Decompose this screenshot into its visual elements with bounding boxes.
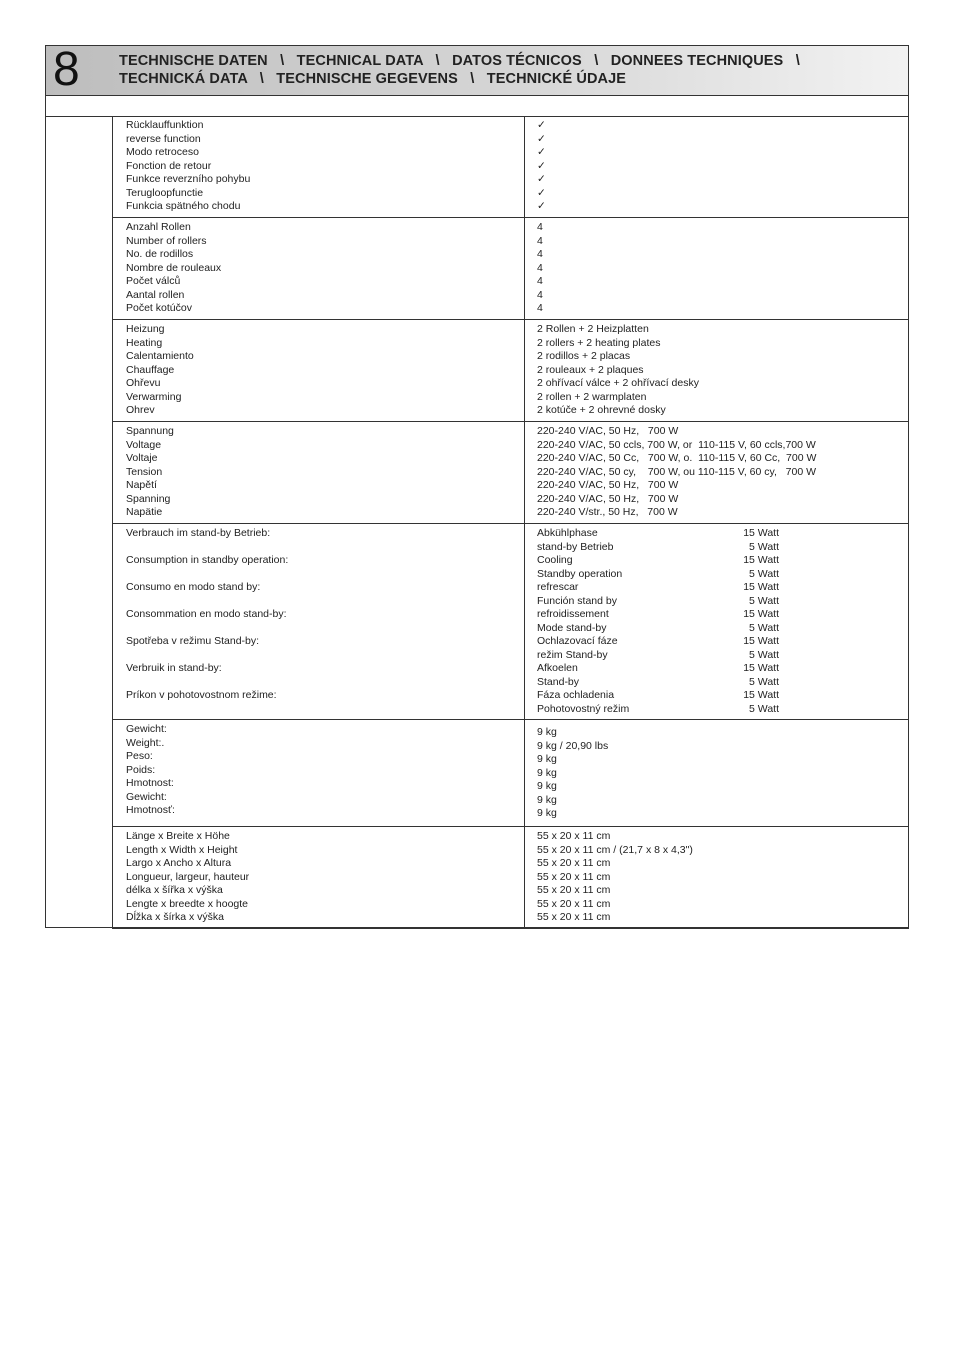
label: Largo x Ancho x Altura xyxy=(126,857,232,869)
mode-label: stand-by Betrieb xyxy=(537,540,614,553)
standby-item xyxy=(537,649,797,663)
technical-data-section xyxy=(45,45,909,928)
value: 55 x 20 x 11 cm / (21,7 x 8 x 4,3") xyxy=(537,843,693,856)
standby-item xyxy=(537,568,797,582)
spec-row-standby xyxy=(112,524,909,720)
value: 220-240 V/AC, 50 Hz, 700 W xyxy=(537,492,679,505)
label: Rücklauffunktion xyxy=(126,119,204,131)
checkmark-icon: ✓ xyxy=(537,200,546,212)
value: 9 kg xyxy=(537,753,557,765)
standby-item xyxy=(537,635,797,649)
spec-values xyxy=(537,323,699,418)
label: Number of rollers xyxy=(126,234,207,247)
spec-row-heating xyxy=(112,320,909,422)
label: Length x Width x Height xyxy=(126,843,238,856)
value: 220-240 V/AC, 50 ccls, 700 W, or 110-115 V, 60 ccls,700 W xyxy=(537,438,816,451)
label xyxy=(126,568,288,582)
standby-item xyxy=(537,622,797,636)
label xyxy=(126,703,288,717)
spec-labels xyxy=(126,830,249,925)
value: 2 rollers + 2 heating plates xyxy=(537,336,661,349)
power-value: 15 Watt xyxy=(743,635,779,647)
mode-label: Fáza ochladenia xyxy=(537,689,615,701)
label: Modo retroceso xyxy=(126,146,199,158)
mode-label: Standby operation xyxy=(537,567,623,580)
power-value: 15 Watt xyxy=(743,662,779,674)
label: Poids: xyxy=(126,763,156,776)
spec-labels xyxy=(126,323,194,418)
label: Heizung xyxy=(126,323,165,335)
label: Hmotnost: xyxy=(126,777,174,789)
value: 4 xyxy=(537,302,543,314)
spec-values xyxy=(537,830,693,925)
spec-row-weight xyxy=(112,720,909,827)
mode-label: Abkühlphase xyxy=(537,527,598,539)
label: Napětí xyxy=(126,479,157,491)
label: Länge x Breite x Höhe xyxy=(126,830,230,842)
label: Terugloopfunctie xyxy=(126,186,204,199)
power-value: 5 Watt xyxy=(749,567,779,580)
label: Lengte x breedte x hoogte xyxy=(126,897,249,910)
label: Počet kotúčov xyxy=(126,302,192,314)
label: Tension xyxy=(126,465,163,478)
label: Voltage xyxy=(126,438,162,451)
label: Gewicht: xyxy=(126,790,167,803)
label: Ohřevu xyxy=(126,377,161,389)
power-value: 5 Watt xyxy=(749,621,779,634)
label: Heating xyxy=(126,336,163,349)
checkmark-icon: ✓ xyxy=(537,186,546,199)
value: 55 x 20 x 11 cm xyxy=(537,857,611,869)
spec-labels xyxy=(126,527,288,716)
label xyxy=(126,622,288,636)
label xyxy=(126,676,288,690)
label: Voltaje xyxy=(126,452,158,464)
standby-item xyxy=(537,595,797,609)
spec-labels xyxy=(126,723,175,818)
value: 220-240 V/AC, 50 Hz, 700 W xyxy=(537,425,679,437)
value: 55 x 20 x 11 cm xyxy=(537,830,611,842)
value: 9 kg xyxy=(537,780,557,792)
value: 4 xyxy=(537,221,543,233)
value: 9 kg / 20,90 lbs xyxy=(537,739,609,752)
power-value: 15 Watt xyxy=(743,608,779,620)
power-value: 15 Watt xyxy=(743,554,779,566)
title-line-1: TECHNISCHE DATEN \ TECHNICAL DATA \ DATOS TÉCNICOS \ DONNEES TECHNIQUES \ xyxy=(119,53,800,69)
mode-label: Afkoelen xyxy=(537,662,578,674)
value: 4 xyxy=(537,261,543,274)
value: 2 ohřívací válce + 2 ohřívací desky xyxy=(537,377,699,389)
spec-labels xyxy=(126,221,221,316)
label: Napätie xyxy=(126,506,163,518)
value: 4 xyxy=(537,234,543,247)
power-value: 15 Watt xyxy=(743,689,779,701)
standby-item xyxy=(537,581,797,595)
spec-row-voltage xyxy=(112,422,909,524)
value: 2 rodillos + 2 placas xyxy=(537,350,631,362)
value: 220-240 V/AC, 50 Cc, 700 W, o. 110-115 V, 60 Cc, 700 W xyxy=(537,452,817,464)
value: 9 kg xyxy=(537,793,557,806)
label: No. de rodillos xyxy=(126,248,194,260)
spec-values xyxy=(537,726,608,821)
spec-values xyxy=(537,221,543,316)
label: Nombre de rouleaux xyxy=(126,261,222,274)
label: Počet válců xyxy=(126,275,181,287)
value: 220-240 V/str., 50 Hz, 700 W xyxy=(537,506,678,518)
mode-label: Cooling xyxy=(537,554,573,566)
label: Chauffage xyxy=(126,363,175,376)
value: 55 x 20 x 11 cm xyxy=(537,884,611,896)
standby-item xyxy=(537,554,797,568)
standby-item xyxy=(537,527,797,541)
label: Peso: xyxy=(126,750,153,762)
mode-label: Mode stand-by xyxy=(537,621,607,634)
standby-item xyxy=(537,703,797,717)
label: Dĺžka x šírka x výška xyxy=(126,911,225,923)
spec-row-dimensions xyxy=(112,827,909,929)
checkmark-icon: ✓ xyxy=(537,159,546,172)
value: 55 x 20 x 11 cm xyxy=(537,897,611,910)
label: Ohrev xyxy=(126,404,155,416)
standby-item xyxy=(537,608,797,622)
mode-label: Función stand by xyxy=(537,594,617,607)
checkmark-icon: ✓ xyxy=(537,132,546,145)
label-column xyxy=(113,422,525,523)
mode-label: režim Stand-by xyxy=(537,648,608,661)
spec-labels xyxy=(126,119,250,214)
label: Spanning xyxy=(126,492,171,505)
value: 2 Rollen + 2 Heizplatten xyxy=(537,323,649,335)
mode-label: refroidissement xyxy=(537,608,609,620)
value: 4 xyxy=(537,275,543,287)
label: Weight:. xyxy=(126,736,165,749)
label: Consumo en modo stand by: xyxy=(126,581,261,593)
spec-values xyxy=(537,425,816,520)
value: 9 kg xyxy=(537,726,557,738)
label xyxy=(126,541,288,555)
checkmark-icon: ✓ xyxy=(537,173,546,185)
value: 55 x 20 x 11 cm xyxy=(537,870,611,883)
label: Longueur, largeur, hauteur xyxy=(126,870,250,883)
label: Verbruik in stand-by: xyxy=(126,662,222,674)
chapter-number: 8 xyxy=(53,43,80,96)
power-value: 5 Watt xyxy=(749,540,779,553)
value: 220-240 V/AC, 50 Hz, 700 W xyxy=(537,479,679,491)
mode-label: Stand-by xyxy=(537,675,580,688)
label: Aantal rollen xyxy=(126,288,185,301)
mode-label: Ochlazovací fáze xyxy=(537,635,618,647)
value: 2 rollen + 2 warmplaten xyxy=(537,390,647,403)
spec-row-reverse xyxy=(112,116,909,218)
checkmark-icon: ✓ xyxy=(537,146,546,158)
label: Consommation en modo stand-by: xyxy=(126,608,287,620)
standby-item xyxy=(537,689,797,703)
mode-label: Pohotovostný režim xyxy=(537,702,630,715)
label: délka x šířka x výška xyxy=(126,884,223,896)
label: Verwarming xyxy=(126,390,182,403)
label: Spotřeba v režimu Stand-by: xyxy=(126,635,260,647)
label: Gewicht: xyxy=(126,723,167,735)
label: Consumption in standby operation: xyxy=(126,554,289,566)
value: 220-240 V/AC, 50 cy, 700 W, ou 110-115 V, 60 cy, 700 W xyxy=(537,465,816,478)
label: Calentamiento xyxy=(126,350,194,362)
power-value: 5 Watt xyxy=(749,594,779,607)
power-value: 5 Watt xyxy=(749,675,779,688)
standby-item xyxy=(537,541,797,555)
standby-values xyxy=(537,527,797,716)
checkmark-icon: ✓ xyxy=(537,119,546,131)
value: 55 x 20 x 11 cm xyxy=(537,911,611,923)
label: Príkon v pohotovostnom režime: xyxy=(126,689,277,701)
label: Verbrauch im stand-by Betrieb: xyxy=(126,527,271,539)
label: Funkcia spätného chodu xyxy=(126,200,241,212)
value: 2 kotúče + 2 ohrevné dosky xyxy=(537,404,666,416)
standby-item xyxy=(537,662,797,676)
section-header xyxy=(46,43,908,96)
mode-label: refrescar xyxy=(537,581,579,593)
label: Funkce reverzního pohybu xyxy=(126,173,251,185)
power-value: 15 Watt xyxy=(743,527,779,539)
value: 4 xyxy=(537,248,543,260)
label: Anzahl Rollen xyxy=(126,221,191,233)
power-value: 5 Watt xyxy=(749,648,779,661)
spec-labels xyxy=(126,425,174,520)
value: 4 xyxy=(537,288,543,301)
title-line-2: TECHNICKÁ DATA \ TECHNISCHE GEGEVENS \ TECHNICKÉ ÚDAJE xyxy=(119,71,627,87)
power-value: 15 Watt xyxy=(743,581,779,593)
power-value: 5 Watt xyxy=(749,702,779,715)
value: 2 rouleaux + 2 plaques xyxy=(537,363,644,376)
section-title xyxy=(119,52,800,88)
label: Spannung xyxy=(126,425,174,437)
spec-values xyxy=(537,119,546,214)
standby-item xyxy=(537,676,797,690)
label xyxy=(126,595,288,609)
label: Fonction de retour xyxy=(126,159,212,172)
spec-row-rollers xyxy=(112,218,909,320)
value: 9 kg xyxy=(537,807,557,819)
label: Hmotnosť: xyxy=(126,804,175,816)
label: reverse function xyxy=(126,132,201,145)
value: 9 kg xyxy=(537,766,557,779)
label xyxy=(126,649,288,663)
spec-table xyxy=(112,116,909,929)
